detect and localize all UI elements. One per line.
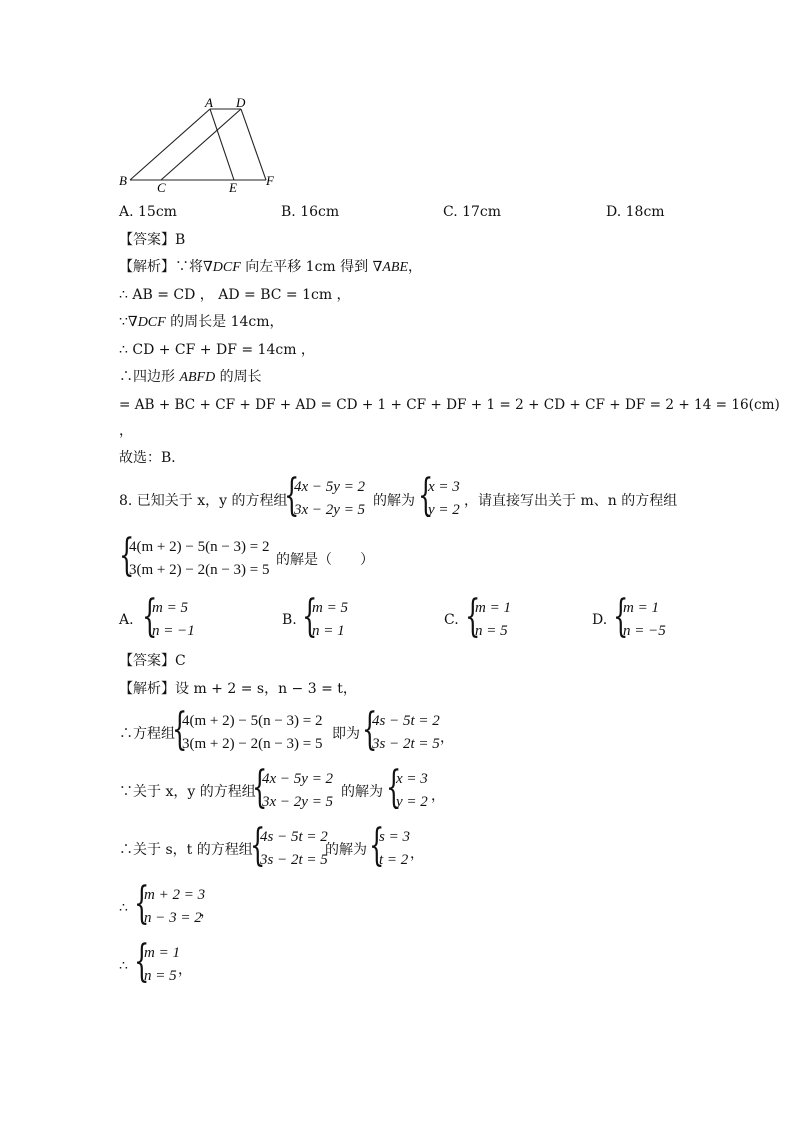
q7-analysis-line3 (119, 315, 284, 330)
eq-row: n = 1 (312, 623, 345, 639)
brace: { (386, 762, 402, 813)
comma: ， (431, 788, 445, 804)
eq-row: m = 5 (152, 600, 188, 616)
q8-analysis-line6-prefix: ∴ (119, 958, 128, 974)
q7-analysis-line8: 故选：B． (119, 450, 186, 466)
q8-analysis-line3-prefix: ∵关于 x，y 的方程组 (119, 784, 256, 800)
q8-option-c-label: C. (444, 612, 459, 628)
eq-row: n − 3 = 2 (144, 910, 202, 926)
eq-row: n = 5 (144, 968, 177, 984)
eq-row: 3x − 2y = 5 (294, 502, 366, 518)
eq-row: 3(m + 2) − 2(n − 3) = 5 (182, 736, 323, 752)
q8-option-a-label: A. (119, 612, 134, 628)
brace: { (119, 530, 135, 581)
q7-analysis-line7: ， (119, 423, 133, 439)
eq-row: y = 2 (396, 794, 428, 810)
text: ， (408, 259, 423, 275)
eq-row: n = −1 (152, 623, 195, 639)
label-B: B (119, 173, 127, 188)
q8-option-b (302, 591, 372, 643)
quadrilateral-abfd: ABFD (179, 370, 216, 385)
segment-DC (161, 109, 241, 180)
brace: { (369, 820, 385, 871)
q7-answer: 【答案】B (119, 232, 186, 248)
q8-stem-mid: 的解为 (373, 493, 415, 509)
q8-option-c (465, 591, 535, 643)
q8-analysis-line4-mid: 的解为 (325, 842, 367, 858)
comma: ， (200, 904, 214, 920)
eq-row: m = 1 (144, 945, 180, 961)
q8-analysis-line2-mid: 即为 (332, 726, 360, 742)
q8-stem-tail: 的解是（ ） (276, 552, 374, 568)
eq-row: s = 3 (379, 829, 410, 845)
brace: { (134, 936, 150, 987)
brace: { (142, 591, 158, 642)
q8-analysis-system-mn (172, 704, 332, 756)
eq-row: 4s − 5t = 2 (260, 829, 328, 845)
comma: ， (410, 846, 424, 862)
eq-row: n = −5 (623, 623, 666, 639)
comma: ， (440, 730, 454, 746)
q8-stem-end: ，请直接写出关于 m、n 的方程组 (464, 493, 678, 509)
eq-row: 4(m + 2) − 5(n − 3) = 2 (182, 713, 323, 729)
label-E: E (229, 180, 237, 195)
eq-row: 3s − 2t = 5 (260, 852, 328, 868)
q8-analysis-line1: 【解析】设 m + 2 = s，n − 3 = t， (119, 681, 357, 697)
eq-row: 4x − 5y = 2 (294, 479, 366, 495)
label-C: C (157, 180, 166, 195)
eq-row: 4(m + 2) − 5(n − 3) = 2 (129, 539, 270, 555)
brace: { (613, 591, 629, 642)
eq-row: 3(m + 2) − 2(n − 3) = 5 (129, 562, 270, 578)
eq-row: 3x − 2y = 5 (262, 794, 334, 810)
triangle-dcf: ∇DCF (127, 315, 166, 330)
brace: { (302, 591, 318, 642)
q8-analysis-system-xy (252, 762, 342, 814)
q8-stem-prefix: 8. 已知关于 x，y 的方程组 (119, 493, 288, 509)
label-A: A (205, 95, 213, 110)
brace: { (465, 591, 481, 642)
brace: { (134, 878, 150, 929)
q8-analysis-line4-prefix: ∴关于 s，t 的方程组 (119, 842, 253, 858)
q8-system-mn (119, 530, 279, 582)
brace: { (362, 704, 378, 755)
q7-analysis-line6: = AB + BC + CF + DF + AD = CD + 1 + CF + DF + 1 = 2 + CD + CF + DF = 2 + 14 = 16(cm) (119, 397, 780, 413)
q7-analysis-line2: ∴ AB = CD ， AD = BC = 1cm ， (119, 287, 351, 303)
label-F: F (266, 173, 274, 188)
q7-option-b: B. 16cm (281, 204, 340, 220)
label-D: D (236, 95, 246, 110)
segment-DF (241, 109, 266, 180)
text: 向左平移 1cm 得到 (240, 259, 373, 275)
geometry-figure (110, 92, 300, 200)
brace: { (172, 704, 188, 755)
q8-analysis-line2-prefix: ∴方程组 (119, 726, 175, 742)
eq-row: n = 5 (475, 623, 508, 639)
text: ∵ (119, 314, 128, 330)
q7-analysis-line1 (119, 260, 422, 275)
eq-row: 3s − 2t = 5 (372, 736, 440, 752)
q8-system-xy (284, 470, 374, 522)
brace: { (250, 820, 266, 871)
segment-AE (210, 109, 234, 180)
q8-analysis-solution-xy (386, 762, 436, 814)
q8-option-b-label: B. (282, 612, 297, 628)
triangle-abe: ∇ABE (372, 260, 409, 275)
q8-option-d-label: D. (592, 612, 608, 628)
eq-row: 4x − 5y = 2 (262, 771, 334, 787)
text: ∴四边形 (119, 369, 180, 385)
q8-analysis-line5-prefix: ∴ (119, 900, 128, 916)
q8-analysis-system-st (362, 704, 452, 756)
brace: { (284, 470, 300, 521)
brace: { (252, 762, 268, 813)
q7-option-c: C. 17cm (443, 204, 502, 220)
text: 的周长 (215, 369, 262, 385)
q7-option-a: A. 15cm (119, 204, 177, 220)
comma: ， (178, 962, 192, 978)
triangle-dcf: ∇DCF (203, 260, 241, 275)
q8-analysis-line3-mid: 的解为 (341, 784, 383, 800)
segment-AB (130, 109, 210, 180)
brace: { (418, 470, 434, 521)
q7-analysis-line4: ∴ CD + CF + DF = 14cm ， (119, 342, 315, 358)
q8-answer: 【答案】C (119, 653, 186, 669)
text: 【解析】∵将 (119, 259, 203, 275)
eq-row: t = 2 (379, 852, 409, 868)
eq-row: x = 3 (428, 479, 460, 495)
eq-row: 4s − 5t = 2 (372, 713, 440, 729)
eq-row: y = 2 (428, 502, 460, 518)
q8-solution-xy (418, 470, 468, 522)
q8-option-a (142, 591, 212, 643)
text: 的周长是 14cm， (165, 314, 284, 330)
q7-analysis-line5 (119, 370, 262, 385)
eq-row: x = 3 (396, 771, 428, 787)
eq-row: m = 5 (312, 600, 348, 616)
q8-option-d (613, 591, 683, 643)
eq-row: m = 1 (623, 600, 659, 616)
eq-row: m = 1 (475, 600, 511, 616)
eq-row: m + 2 = 3 (144, 887, 206, 903)
q7-option-d: D. 18cm (606, 204, 665, 220)
